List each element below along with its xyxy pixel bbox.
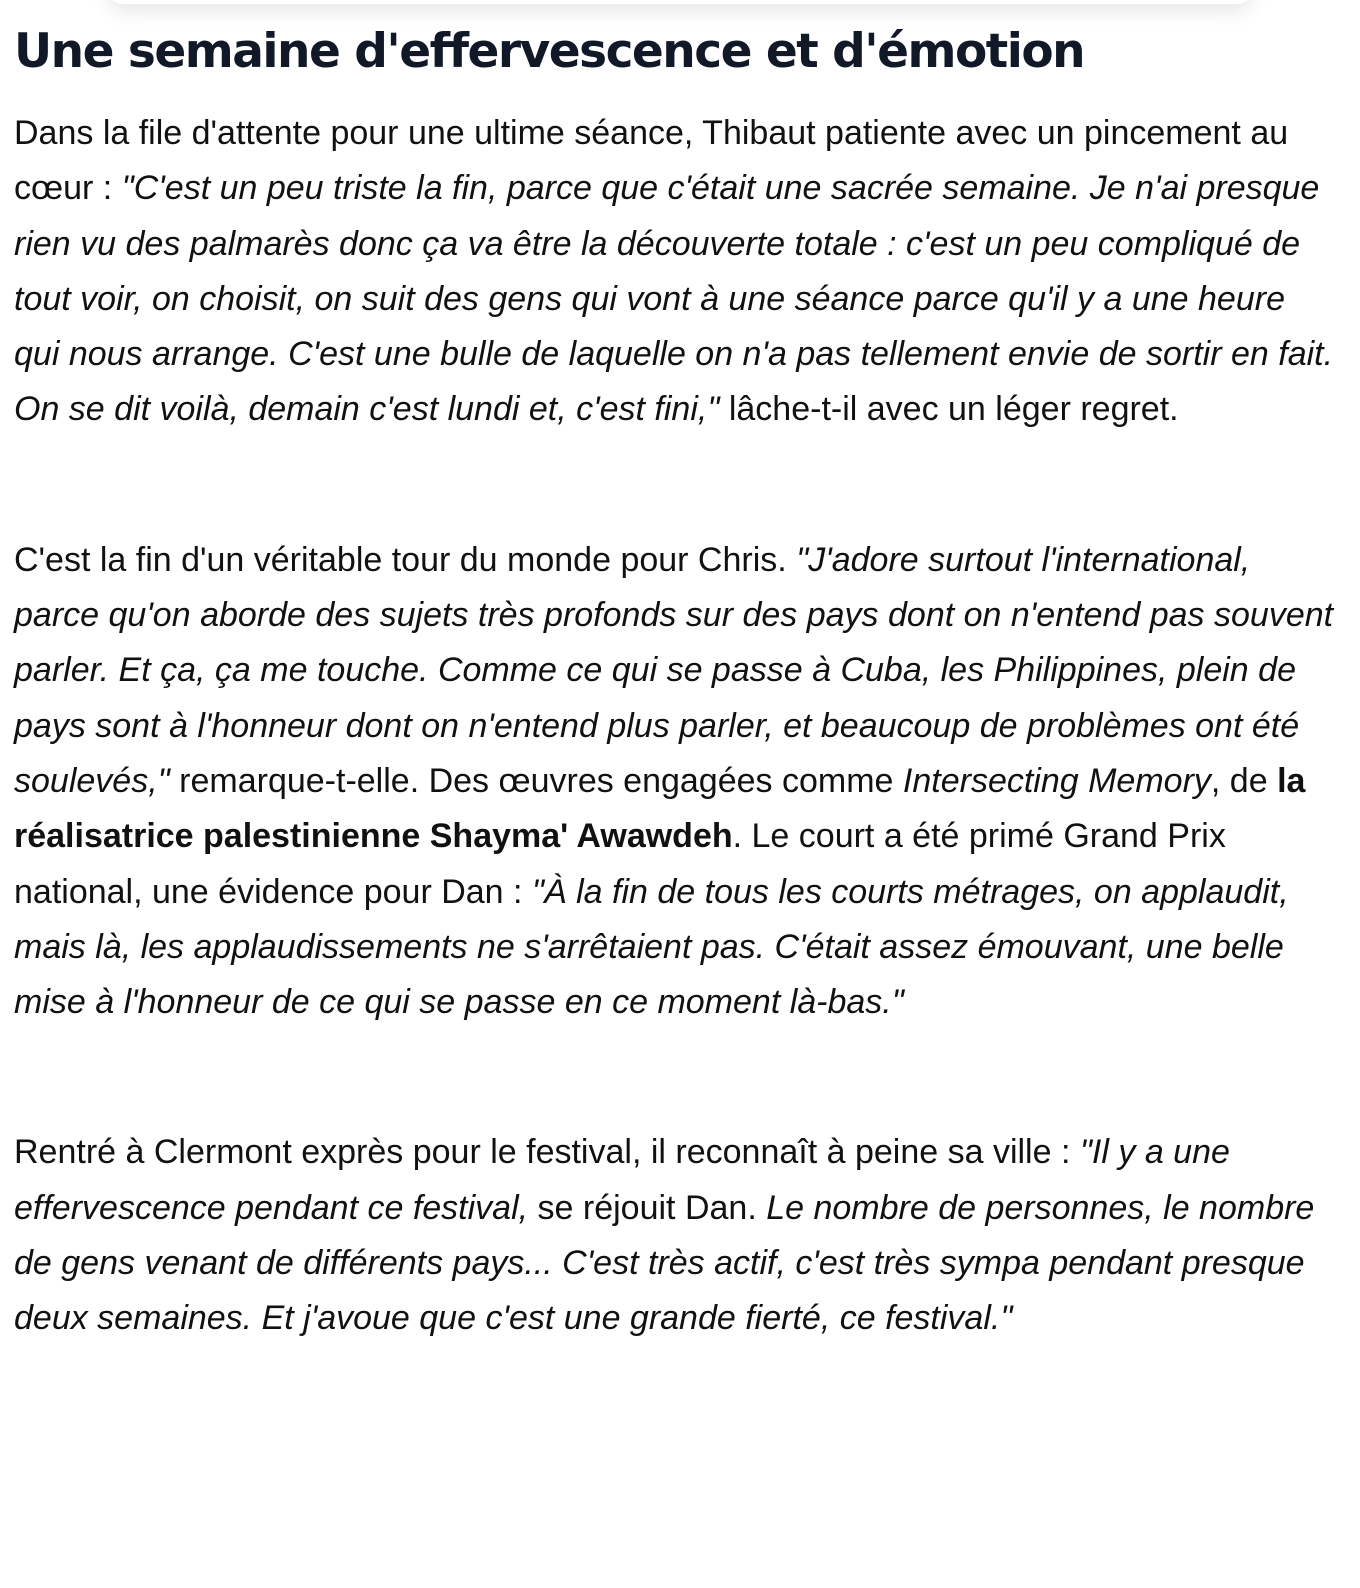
text-span: . Le court a été primé Grand Prix national, une évidence pour Dan : <box>14 817 1226 911</box>
paragraph-thibaut <box>14 106 1334 438</box>
text-span: Rentré à Clermont exprès pour le festival, il reconnaît à peine sa ville : <box>14 1133 1080 1172</box>
quote-dan-part1: "Il y a une effervescence pendant ce festival, <box>14 1133 1230 1227</box>
quote-dan-part2: Le nombre de personnes, le nombre de gens venant de différents pays... C'est très actif, c'est très sympa pendant presque deux semaines. Et j'avoue que c'est une grande fierté, ce festival." <box>14 1188 1315 1338</box>
director-mention: la réalisatrice palestinienne Shayma' Awawdeh <box>14 761 1306 856</box>
quote-chris: "J'adore surtout l'international, parce qu'on aborde des sujets très profonds sur des pays dont on n'entend pas souvent parler. Et ça, ça me touche. Comme ce qui se passe à Cuba, les Philippines, plein de pays sont à l'honneur dont on n'entend plus parler, et beaucoup de problèmes ont été soulevés," <box>14 540 1334 800</box>
text-span: , de <box>1210 761 1278 800</box>
section-title: Une semaine d'effervescence et d'émotion <box>14 24 1085 79</box>
text-span: C'est la fin d'un véritable tour du monde pour Chris. <box>14 540 797 579</box>
quote-dan: "À la fin de tous les courts métrages, on applaudit, mais là, les applaudissements ne s'arrêtaient pas. C'était assez émouvant, une belle mise à l'honneur de ce qui se passe en ce moment là-bas." <box>14 872 1289 1022</box>
header-shadow <box>110 0 1250 4</box>
quote-thibaut: "C'est un peu triste la fin, parce que c'était une sacrée semaine. Je n'ai presque rien vu des palmarès donc ça va être la découverte totale : c'est un peu compliqué de tout voir, on choisit, on suit des gens qui vont à une séance parce qu'il y a une heure qui nous arrange. C'est une bulle de laquelle on n'a pas tellement envie de sortir en fait. On se dit voilà, demain c'est lundi et, c'est fini," <box>14 169 1334 429</box>
text-span: remarque-t-elle. Des œuvres engagées comme <box>169 761 903 800</box>
paragraph-dan <box>14 1125 1334 1346</box>
text-span: lâche-t-il avec un léger regret. <box>719 390 1179 429</box>
article-section <box>14 16 1334 1347</box>
text-span: se réjouit Dan. <box>528 1188 767 1227</box>
film-title: Intersecting Memory <box>902 761 1211 800</box>
paragraph-chris <box>14 533 1334 1031</box>
text-span: Dans la file d'attente pour une ultime séance, Thibaut patiente avec un pincement au cœur : <box>14 114 1289 208</box>
